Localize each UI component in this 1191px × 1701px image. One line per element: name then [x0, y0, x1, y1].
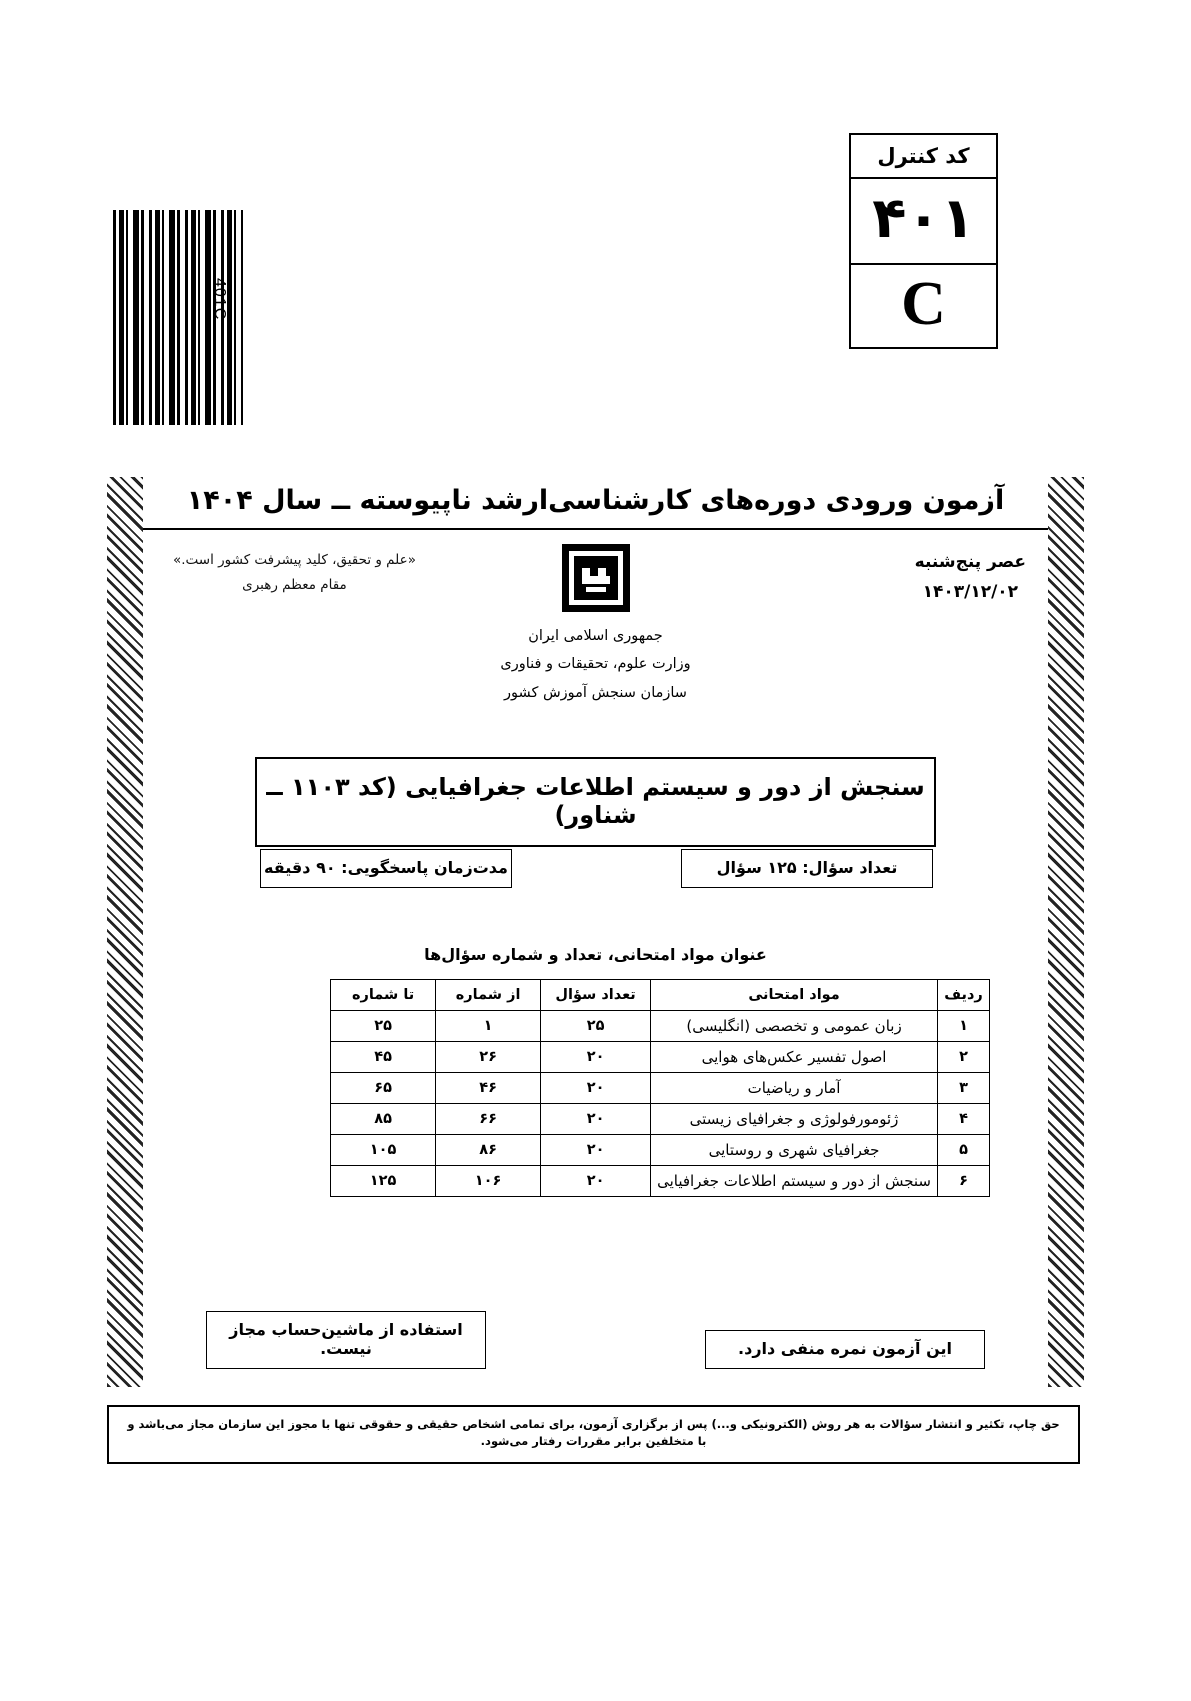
cell-subject-name: جغرافیای شهری و روستایی — [651, 1135, 938, 1166]
table-row — [331, 1166, 990, 1197]
exam-title: آزمون ورودی دوره‌های کارشناسی‌ارشد ناپیوسته ــ سال ۱۴۰۴ — [143, 485, 1048, 530]
cell-subject-name: ژئومورفولوژی و جغرافیای زیستی — [651, 1104, 938, 1135]
leader-quote-source: مقام معظم رهبری — [242, 576, 347, 593]
cell-subject-name: سنجش از دور و سیستم اطلاعات جغرافیایی — [651, 1166, 938, 1197]
control-code-letter: C — [901, 270, 946, 338]
cell-count: ۲۰ — [541, 1073, 651, 1104]
negative-score-note: این آزمون نمره منفی دارد. — [705, 1330, 985, 1369]
subject-title-box: سنجش از دور و سیستم اطلاعات جغرافیایی (کد ۱۱۰۳ ــ شناور) — [255, 757, 936, 847]
cell-count: ۲۰ — [541, 1042, 651, 1073]
cell-radif: ۱ — [938, 1011, 990, 1042]
sanjesh-logo-icon — [560, 542, 632, 614]
cell-from: ۱ — [436, 1011, 541, 1042]
question-count-box: تعداد سؤال: ۱۲۵ سؤال — [681, 849, 933, 888]
cell-from: ۸۶ — [436, 1135, 541, 1166]
cell-radif: ۴ — [938, 1104, 990, 1135]
frame-content — [143, 477, 1048, 1387]
ornament-left — [107, 477, 143, 1387]
cell-radif: ۶ — [938, 1166, 990, 1197]
cell-subject-name: زبان عمومی و تخصصی (انگلیسی) — [651, 1011, 938, 1042]
session-time: عصر پنج‌شنبه — [914, 552, 1026, 572]
duration-box: مدت‌زمان پاسخگویی: ۹۰ دقیقه — [260, 849, 512, 888]
organization-lines — [143, 622, 1048, 707]
table-row — [331, 1073, 990, 1104]
cell-from: ۲۶ — [436, 1042, 541, 1073]
org-line-organization: سازمان سنجش آموزش کشور — [504, 684, 687, 701]
cell-count: ۲۰ — [541, 1104, 651, 1135]
cell-to: ۶۵ — [331, 1073, 436, 1104]
ornament-right — [1048, 477, 1084, 1387]
cell-radif: ۲ — [938, 1042, 990, 1073]
cell-from: ۴۶ — [436, 1073, 541, 1104]
cell-to: ۱۲۵ — [331, 1166, 436, 1197]
cell-to: ۴۵ — [331, 1042, 436, 1073]
barcode-label: 401C — [211, 278, 228, 321]
cell-to: ۲۵ — [331, 1011, 436, 1042]
leader-quote-block — [173, 548, 416, 598]
cell-subject-name: آمار و ریاضیات — [651, 1073, 938, 1104]
th-question-count: تعداد سؤال — [541, 980, 651, 1011]
leader-quote: «علم و تحقیق، کلید پیشرفت کشور است.» — [173, 552, 416, 568]
table-header-row — [331, 980, 990, 1011]
org-line-ministry: وزارت علوم، تحقیقات و فناوری — [500, 656, 691, 673]
cell-count: ۲۰ — [541, 1166, 651, 1197]
th-radif: ردیف — [938, 980, 990, 1011]
cell-to: ۸۵ — [331, 1104, 436, 1135]
table-row — [331, 1011, 990, 1042]
copyright-notice: حق چاپ، تکثیر و انتشار سؤالات به هر روش (الکترونیکی و...) پس از برگزاری آزمون، برای تمامی اشخاص حقیقی و حقوقی تنها با مجوز این سازمان مجاز می‌باشد و با متخلفین برابر مقررات رفتار می‌شود. — [107, 1405, 1080, 1464]
th-subject-name: مواد امتحانی — [651, 980, 938, 1011]
ornamental-frame — [107, 477, 1084, 1387]
cell-to: ۱۰۵ — [331, 1135, 436, 1166]
cell-from: ۶۶ — [436, 1104, 541, 1135]
calculator-note: استفاده از ماشین‌حساب مجاز نیست. — [206, 1311, 486, 1369]
table-row — [331, 1104, 990, 1135]
th-from-number: از شماره — [436, 980, 541, 1011]
subjects-table-caption: عنوان مواد امتحانی، تعداد و شماره سؤال‌ها — [424, 945, 767, 964]
session-date: ۱۴۰۳/۱۲/۰۲ — [922, 581, 1019, 602]
control-code-box — [849, 133, 998, 349]
control-code-label: کد کنترل — [851, 135, 996, 179]
cell-from: ۱۰۶ — [436, 1166, 541, 1197]
th-to-number: تا شماره — [331, 980, 436, 1011]
cell-count: ۲۰ — [541, 1135, 651, 1166]
table-row — [331, 1042, 990, 1073]
cell-subject-name: اصول تفسیر عکس‌های هوایی — [651, 1042, 938, 1073]
table-row — [331, 1135, 990, 1166]
cell-radif: ۵ — [938, 1135, 990, 1166]
org-line-country: جمهوری اسلامی ایران — [528, 628, 663, 644]
subjects-table — [330, 979, 990, 1197]
header-row — [143, 542, 1048, 722]
cell-count: ۲۵ — [541, 1011, 651, 1042]
control-code-number: ۴۰۱ — [851, 179, 996, 265]
cell-radif: ۳ — [938, 1073, 990, 1104]
